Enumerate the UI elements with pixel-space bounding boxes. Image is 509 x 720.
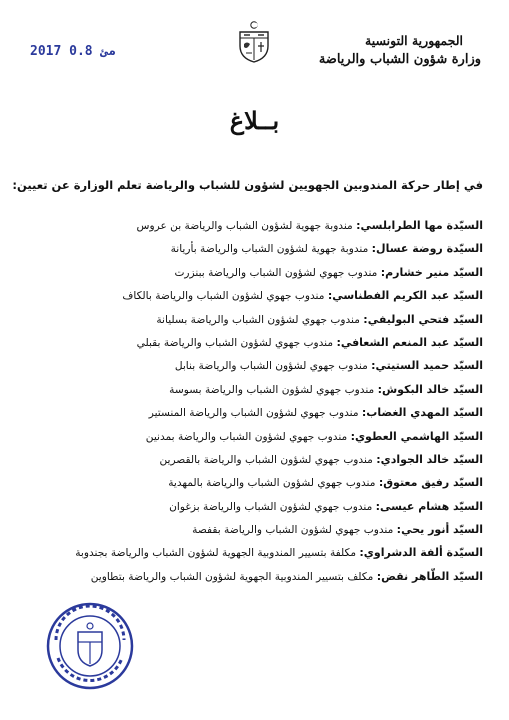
appointee-name: السيّدة ألفة الدشراوي: [359, 546, 483, 560]
appointee-name: السيّدة مها الطرابلسي: [356, 219, 483, 232]
ministry-name: وزارة شؤون الشباب والرياضة [318, 52, 481, 67]
appointee-role: مندوب جهوي لشؤون الشباب والرياضة بقبلي [136, 336, 334, 349]
country-name: الجمهورية التونسية [365, 33, 463, 48]
appointee-role: مندوب جهوي لشؤون الشباب والرياضة بزغوان [169, 500, 373, 513]
appointee-role: مكلف بتسيير المندوبية الجهوية لشؤون الشباب والرياضة بتطاوين [90, 570, 374, 583]
appointee-role: مندوب جهوي لشؤون الشباب والرياضة بنابل [174, 360, 368, 373]
official-seal-icon [44, 600, 136, 692]
list-item [63, 214, 483, 237]
intro-paragraph: في إطار حركة المندوبين الجهويين لشؤون للشباب والرياضة تعلم الوزارة عن تعيين: [12, 178, 483, 192]
appointee-name: السيّد خالد الجوادي: [376, 452, 483, 466]
appointee-name: السيّد أنور يحي: [396, 523, 483, 537]
appointee-role: مندوب جهوي لشؤون الشباب والرياضة بالمهدية [168, 477, 376, 490]
appointee-name: السيّدة روضة عسال: [371, 242, 483, 256]
appointee-name: السيّد رفيق معتوق: [378, 476, 483, 490]
appointee-role: مندوب جهوي لشؤون الشباب والرياضة ببنزرت [174, 266, 378, 279]
appointee-role: مندوب جهوي لشؤون الشباب والرياضة بالقصرين [159, 453, 373, 466]
appointee-role: مندوبة جهوية لشؤون الشباب والرياضة بأريانة [170, 243, 369, 256]
appointee-name: السيّد خالد البكوش: [377, 382, 483, 396]
appointee-name: السيّد هشام عيسى: [375, 499, 483, 513]
appointee-name: السيّد حميد الستيتي: [371, 359, 483, 373]
appointee-name: السيّد الطّاهر نقض: [376, 569, 483, 583]
list-item [63, 518, 483, 541]
appointee-role: مندوب جهوي لشؤون الشباب والرياضة بسليانة [156, 313, 360, 326]
list-item [63, 448, 483, 471]
list-item [63, 495, 483, 518]
appointee-role: مندوب جهوي لشؤون الشباب والرياضة المنستير [148, 407, 359, 420]
list-item [63, 401, 483, 424]
appointee-name: السيّد الهاشمي العطوي: [350, 429, 483, 443]
list-item [63, 378, 483, 401]
appointee-role: مكلفة بتسيير المندوبية الجهوية لشؤون الشباب والرياضة بجندوبة [75, 547, 357, 560]
list-item [63, 331, 483, 354]
coat-of-arms-icon [234, 20, 274, 64]
appointee-name: السيّد منير خشارم: [380, 265, 483, 279]
appointee-role: مندوب جهوي لشؤون الشباب والرياضة بسوسة [169, 383, 375, 396]
appointee-name: السيّد المهدي الغضاب: [361, 406, 483, 420]
list-item [63, 308, 483, 331]
appointee-role: مندوب جهوي لشؤون الشباب والرياضة بقفصة [192, 524, 394, 537]
appointee-role: مندوبة جهوية لشؤون الشباب والرياضة بن عروس [136, 220, 353, 232]
list-item [63, 284, 483, 307]
list-item [63, 565, 483, 588]
appointee-name: السيّد عبد الكريم الفطناسي: [327, 289, 483, 303]
list-item [63, 354, 483, 377]
letterhead [319, 32, 481, 70]
list-item [63, 425, 483, 448]
appointee-role: مندوب جهوي لشؤون الشباب والرياضة بمدنين [145, 430, 348, 443]
list-item [63, 541, 483, 564]
list-item [63, 471, 483, 494]
list-item [63, 261, 483, 284]
document-title: بــلاغ [229, 106, 280, 135]
appointee-name: السيّد فتحي البوليفي: [363, 312, 483, 326]
appointments-list [63, 214, 483, 588]
appointee-role: مندوب جهوي لشؤون الشباب والرياضة بالكاف [122, 290, 325, 303]
list-item [63, 237, 483, 260]
appointee-name: السيّد عبد المنعم الشعافي: [336, 335, 483, 349]
date-stamp: 2017 مئ 0.8 [30, 44, 117, 59]
